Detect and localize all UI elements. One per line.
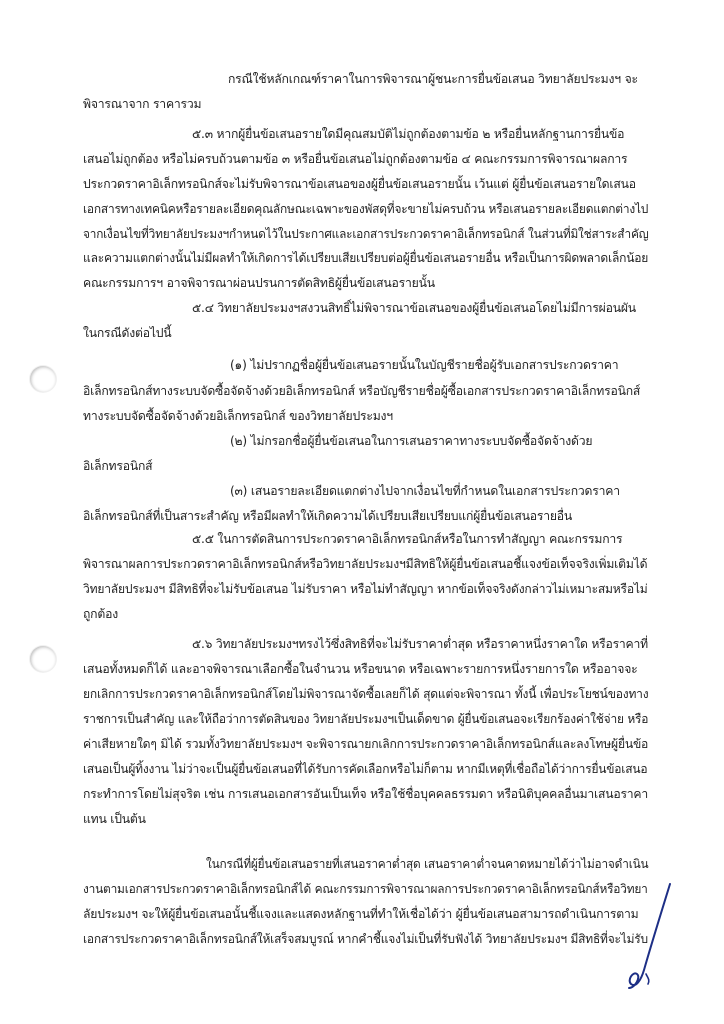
- text-line: (๑) ไม่ปรากฏชื่อผู้ยื่นข้อเสนอรายนั้นในบัญชีรายชื่อผู้รับเอกสารประกวดราคา: [230, 358, 619, 372]
- text-line: ราชการเป็นสำคัญ และให้ถือว่าการตัดสินของ วิทยาลัยประมงฯเป็นเด็ดขาด ผู้ยื่นข้อเสนอจะเรียกร้องค่าใช้จ่าย หรือ: [83, 712, 649, 726]
- text-line: ๕.๖ วิทยาลัยประมงฯทรงไว้ซึ่งสิทธิที่จะไม่รับราคาต่ำสุด หรือราคาหนึ่งราคาใด หรือราคาที่: [192, 637, 648, 651]
- text-line: ในกรณีดังต่อไปนี้: [83, 326, 172, 340]
- text-line: เอกสารทางเทคนิคหรือรายละเอียดคุณลักษณะเฉพาะของพัสดุที่จะขายไม่ครบถ้วน หรือเสนอรายละเอียดแตกต่างไป: [83, 202, 649, 216]
- text-line: ๕.๔ วิทยาลัยประมงฯสงวนสิทธิ์ไม่พิจารณาข้อเสนอของผู้ยื่นข้อเสนอโดยไม่มีการผ่อนผัน: [192, 301, 636, 315]
- text-line: ทางระบบจัดซื้อจัดจ้างด้วยอิเล็กทรอนิกส์ ของวิทยาลัยประมงฯ: [83, 409, 393, 423]
- text-line: (๒) ไม่กรอกชื่อผู้ยื่นข้อเสนอในการเสนอราคาทางระบบจัดซื้อจัดจ้างด้วย: [230, 434, 593, 448]
- punch-hole: [30, 646, 56, 672]
- text-line: เสนอเป็นผู้ทิ้งงาน ไม่ว่าจะเป็นผู้ยื่นข้อเสนอที่ได้รับการคัดเลือกหรือไม่ก็ตาม หากมีเหตุที่เชื่อถือได้ว่าการยื่นข้อเสนอ: [83, 762, 648, 776]
- text-line: เสนอทั้งหมดก็ได้ และอาจพิจารณาเลือกซื้อในจำนวน หรือขนาด หรือเฉพาะรายการหนึ่งรายการใด หรืออาจจะ: [83, 662, 638, 676]
- text-line: จากเงื่อนไขที่วิทยาลัยประมงฯกำหนดไว้ในประกาศและเอกสารประกวดราคาอิเล็กทรอนิกส์ ในส่วนที่มิใช่สาระสำคัญ: [83, 227, 649, 241]
- text-line: อิเล็กทรอนิกส์ที่เป็นสาระสำคัญ หรือมีผลทำให้เกิดความได้เปรียบเสียเปรียบแก่ผู้ยื่นข้อเสนอรายอื่น: [83, 509, 573, 523]
- text-line: เอกสารประกวดราคาอิเล็กทรอนิกส์ให้เสร็จสมบูรณ์ หากคำชี้แจงไม่เป็นที่รับฟังได้ วิทยาลัยประมงฯ มีสิทธิที่จะไม่รับ: [83, 932, 648, 946]
- signature-mark: [600, 880, 680, 995]
- text-line: คณะกรรมการฯ อาจพิจารณาผ่อนปรนการตัดสิทธิผู้ยื่นข้อเสนอรายนั้น: [83, 276, 435, 290]
- text-line: เสนอไม่ถูกต้อง หรือไม่ครบถ้วนตามข้อ ๓ หรือยื่นข้อเสนอไม่ถูกต้องตามข้อ ๔ คณะกรรมการพิจารณาผลการ: [83, 152, 628, 166]
- text-line: อิเล็กทรอนิกส์: [83, 459, 153, 473]
- text-line: ๕.๓ หากผู้ยื่นข้อเสนอรายใดมีคุณสมบัติไม่ถูกต้องตามข้อ ๒ หรือยื่นหลักฐานการยื่นข้อ: [192, 127, 625, 141]
- text-line: วิทยาลัยประมงฯ มีสิทธิที่จะไม่รับข้อเสนอ ไม่รับราคา หรือไม่ทำสัญญา หากข้อเท็จจริงดังกล่าวไม่เหมาะสมหรือไม่: [83, 582, 648, 596]
- text-line: พิจารณาจาก ราคารวม: [83, 97, 202, 111]
- text-line: ยกเลิกการประกวดราคาอิเล็กทรอนิกส์โดยไม่พิจารณาจัดซื้อเลยก็ได้ สุดแต่จะพิจารณา ทั้งนี้ เพื่อประโยชน์ของทาง: [83, 687, 649, 701]
- text-line: อิเล็กทรอนิกส์ทางระบบจัดซื้อจัดจ้างด้วยอิเล็กทรอนิกส์ หรือบัญชีรายชื่อผู้ซื้อเอกสารประกวดราคาอิเล็กทรอนิกส์: [83, 384, 641, 398]
- text-line: งานตามเอกสารประกวดราคาอิเล็กทรอนิกส์ได้ คณะกรรมการพิจารณาผลการประกวดราคาอิเล็กทรอนิกส์หรือวิทยา: [83, 882, 648, 896]
- text-line: ๕.๕ ในการตัดสินการประกวดราคาอิเล็กทรอนิกส์หรือในการทำสัญญา คณะกรรมการ: [192, 532, 623, 546]
- text-line: ถูกต้อง: [83, 607, 118, 621]
- punch-hole: [30, 366, 56, 392]
- text-line: ค่าเสียหายใดๆ มิได้ รวมทั้งวิทยาลัยประมงฯ จะพิจารณายกเลิกการประกวดราคาอิเล็กทรอนิกส์และลงโทษผู้ยื่นข้อ: [83, 737, 649, 751]
- text-line: กรณีใช้หลักเกณฑ์ราคาในการพิจารณาผู้ชนะการยื่นข้อเสนอ วิทยาลัยประมงฯ จะ: [228, 72, 638, 86]
- text-line: พิจารณาผลการประกวดราคาอิเล็กทรอนิกส์หรือวิทยาลัยประมงฯมีสิทธิให้ผู้ยื่นข้อเสนอชี้แจงข้อเท็จจริงเพิ่มเติมได้: [83, 557, 648, 571]
- text-line: (๓) เสนอรายละเอียดแตกต่างไปจากเงื่อนไขที่กำหนดในเอกสารประกวดราคา: [230, 484, 620, 498]
- text-line: และความแตกต่างนั้นไม่มีผลทำให้เกิดการได้เปรียบเสียเปรียบต่อผู้ยื่นข้อเสนอรายอื่น หรือเป็นการผิดพลาดเล็กน้อย: [83, 251, 649, 265]
- text-line: ลัยประมงฯ จะให้ผู้ยื่นข้อเสนอนั้นชี้แจงและแสดงหลักฐานที่ทำให้เชื่อได้ว่า ผู้ยื่นข้อเสนอสามารถดำเนินการตาม: [83, 907, 639, 921]
- text-line: กระทำการโดยไม่สุจริต เช่น การเสนอเอกสารอันเป็นเท็จ หรือใช้ชื่อบุคคลธรรมดา หรือนิติบุคคลอื่นมาเสนอราคา: [83, 787, 648, 801]
- text-line: ในกรณีที่ผู้ยื่นข้อเสนอรายที่เสนอราคาต่ำสุด เสนอราคาต่ำจนคาดหมายได้ว่าไม่อาจดำเนิน: [206, 857, 649, 871]
- text-line: ประกวดราคาอิเล็กทรอนิกส์จะไม่รับพิจารณาข้อเสนอของผู้ยื่นข้อเสนอรายนั้น เว้นแต่ ผู้ยื่นข้อเสนอรายใดเสนอ: [83, 177, 636, 191]
- text-line: แทน เป็นต้น: [83, 812, 146, 826]
